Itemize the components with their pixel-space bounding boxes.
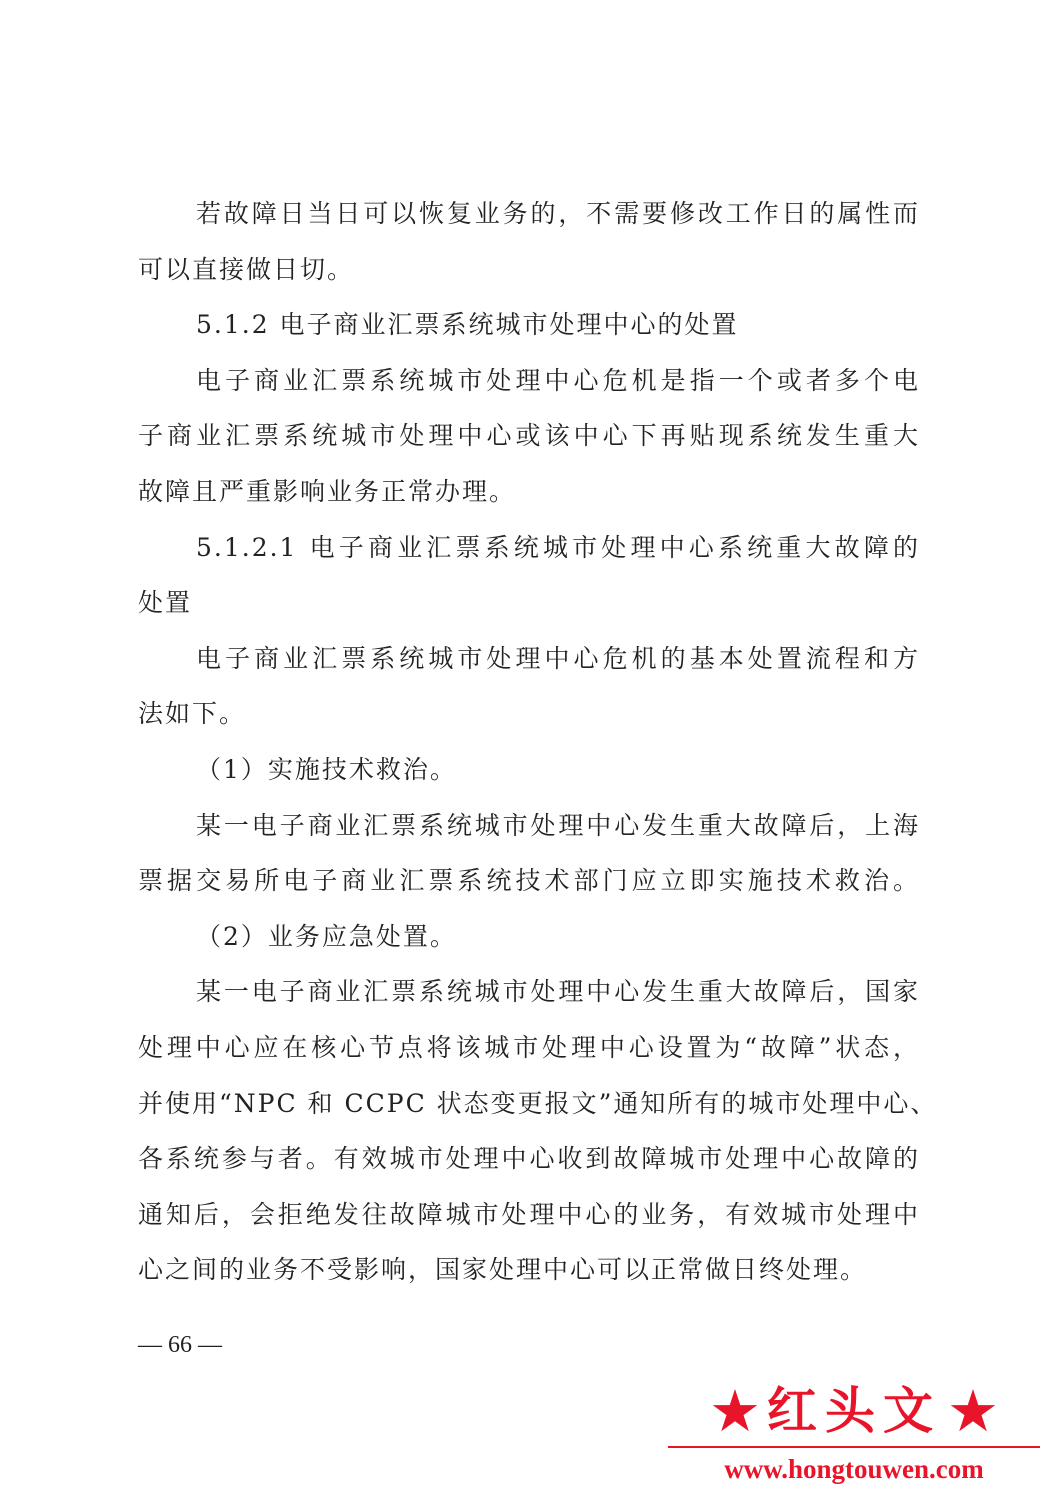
body-line: 故障且严重影响业务正常办理。 (138, 477, 517, 506)
body-line: 某一电子商业汇票系统城市处理中心发生重大故障后，上海 (196, 811, 920, 840)
watermark-text: 红头文 (767, 1382, 941, 1440)
star-icon: ★ (947, 1377, 999, 1445)
body-line: 法如下。 (138, 699, 247, 728)
body-line: 电子商业汇票系统城市处理中心危机的基本处置流程和方 (196, 644, 920, 673)
body-line: 通知后，会拒绝发往故障城市处理中心的业务，有效城市处理中 (138, 1200, 920, 1229)
body-line: 处理中心应在核心节点将该城市处理中心设置为“故障”状态， (138, 1033, 920, 1062)
list-item: （1）实施技术救治。 (196, 755, 457, 784)
body-line: 票据交易所电子商业汇票系统技术部门应立即实施技术救治。 (138, 866, 920, 895)
body-line: 若故障日当日可以恢复业务的，不需要修改工作日的属性而 (196, 199, 920, 228)
watermark-title (668, 1378, 1040, 1444)
watermark-url: www.hongtouwen.com (724, 1454, 984, 1484)
star-icon: ★ (709, 1377, 761, 1445)
section-heading: 5.1.2 电子商业汇票系统城市处理中心的处置 (196, 310, 739, 339)
body-line: 并使用“NPC 和 CCPC 状态变更报文”通知所有的城市处理中心、 (138, 1089, 938, 1118)
watermark-divider (668, 1446, 1040, 1448)
body-line: 可以直接做日切。 (138, 255, 355, 284)
section-heading-cont: 处置 (138, 588, 193, 617)
body-line: 某一电子商业汇票系统城市处理中心发生重大故障后，国家 (196, 977, 920, 1006)
body-line: 子商业汇票系统城市处理中心或该中心下再贴现系统发生重大 (138, 421, 920, 450)
body-line: 心之间的业务不受影响，国家处理中心可以正常做日终处理。 (138, 1255, 868, 1284)
page-number: — 66 — (138, 1332, 222, 1358)
body-line: 电子商业汇票系统城市处理中心危机是指一个或者多个电 (196, 366, 920, 395)
list-item: （2）业务应急处置。 (196, 922, 457, 951)
body-line: 各系统参与者。有效城市处理中心收到故障城市处理中心故障的 (138, 1144, 920, 1173)
watermark (668, 1378, 1040, 1490)
section-heading: 5.1.2.1 电子商业汇票系统城市处理中心系统重大故障的 (196, 533, 920, 562)
